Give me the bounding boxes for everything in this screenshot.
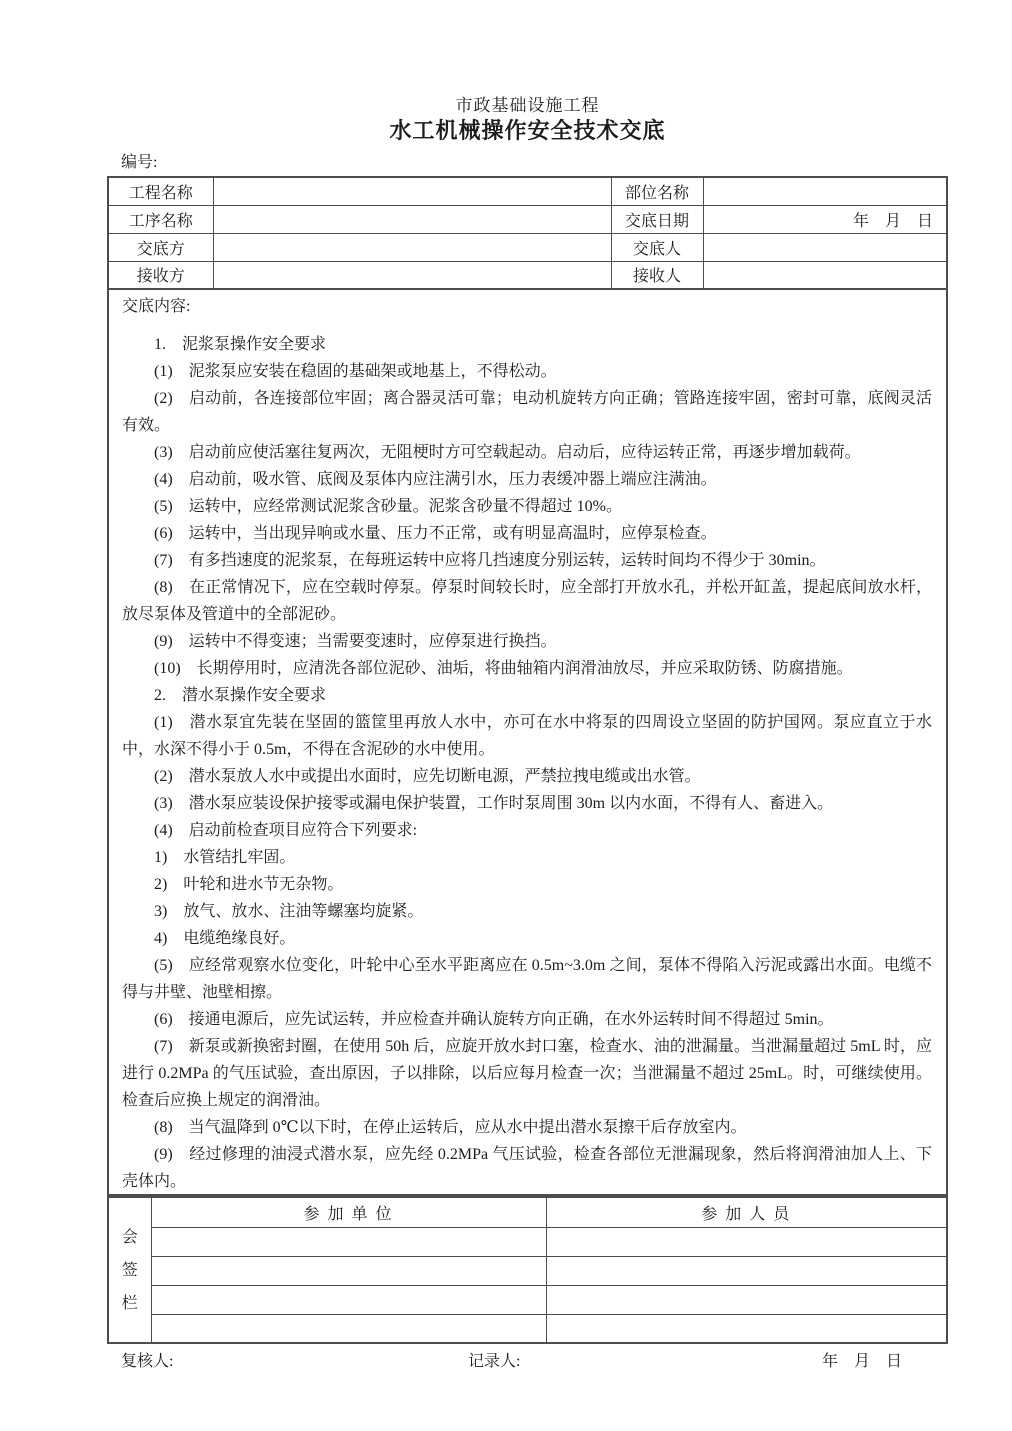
discloser-party-label: 交底方 (108, 233, 213, 261)
content-paragraph: 3) 放气、放水、注油等螺塞均旋紧。 (154, 903, 424, 920)
sign-person-cell (546, 1285, 947, 1314)
number-label: 编号: (121, 154, 158, 171)
participating-person-header: 参 加 人 员 (546, 1197, 947, 1227)
discloser-person-value (703, 233, 947, 261)
sign-unit-cell (151, 1227, 546, 1256)
content-paragraph: (8) 在正常情况下，应在空载时停泵。停泵时间较长时，应全部打开放水孔，并松开缸盖，提起底间放水杆，放尽泵体及管道中的全部泥砂。 (122, 579, 932, 623)
process-name-value (213, 205, 611, 233)
document-title: 市政基础设施工程 (455, 96, 600, 115)
sign-row (108, 1256, 947, 1285)
process-name-label: 工序名称 (108, 205, 213, 233)
project-name-value (213, 177, 611, 205)
content-paragraph: (7) 有多挡速度的泥浆泵，在每班运转中应将几挡速度分别运转，运转时间均不得少于 30min。 (154, 552, 826, 569)
receiver-person-label: 接收人 (611, 261, 703, 289)
participating-unit-header: 参 加 单 位 (151, 1197, 546, 1227)
content-paragraph: (2) 启动前，各连接部位牢固；离合器灵活可靠；电动机旋转方向正确；管路连接牢固，密封可靠，底阀灵活有效。 (122, 390, 932, 434)
sign-row (108, 1314, 947, 1343)
content-paragraph: 1) 水管结扎牢固。 (154, 849, 296, 866)
content-paragraph: (1) 潜水泵宜先装在坚固的篮筐里再放人水中，亦可在水中将泵的四周设立坚固的防护国网。泵应直立于水中，水深不得小于 0.5m，不得在含泥砂的水中使用。 (122, 714, 932, 758)
content-paragraph: (9) 运转中不得变速；当需要变速时，应停泵进行换挡。 (154, 633, 557, 650)
sign-unit-cell (151, 1256, 546, 1285)
receiver-person-value (703, 261, 947, 289)
footer-date-label: 年 月 日 (821, 1353, 902, 1370)
countersign-bar-cell (108, 1197, 151, 1343)
content-paragraph: (6) 运转中，当出现异响或水量、压力不正常，或有明显高温时，应停泵检查。 (154, 525, 717, 542)
content-paragraph: (10) 长期停用时，应清洗各部位泥砂、油垢，将曲轴箱内润滑油放尽，并应采取防锈、防腐措施。 (154, 660, 853, 677)
content-paragraph: (3) 潜水泵应装设保护接零或漏电保护装置，工作时泵周围 30m 以内水面，不得有人、畜进入。 (154, 795, 834, 812)
part-name-value (703, 177, 947, 205)
content-paragraph: (6) 接通电源后，应先试运转，并应检查并确认旋转方向正确，在水外运转时间不得超过 5min。 (154, 1011, 834, 1028)
content-label: 交底内容: (122, 298, 191, 315)
sign-row (108, 1285, 947, 1314)
content-paragraph: (7) 新泵或新换密封圈，在使用 50h 后，应旋开放水封口塞，检查水、油的泄漏量。当泄漏量超过 5mL 时，应进行 0.2MPa 的气压试验，查出原因，子以排除，以后应每月检查一次；当泄漏量不超过 25mL。时，可继续使用。检查后应换上规定的润滑油。 (122, 1038, 932, 1109)
sign-unit-cell (151, 1285, 546, 1314)
sign-row (108, 1227, 947, 1256)
content-paragraph: (4) 启动前检查项目应符合下列要求: (154, 822, 418, 839)
disclosure-date-value: 年 月 日 (703, 205, 947, 233)
document-subtitle: 水工机械操作安全技术交底 (389, 118, 666, 143)
sign-person-cell (546, 1314, 947, 1343)
info-table (107, 176, 948, 290)
document-sheet (107, 0, 948, 1431)
document-footer (107, 1350, 948, 1374)
content-paragraphs (122, 331, 932, 1195)
countersign-table (107, 1196, 948, 1344)
receiver-party-label: 接收方 (108, 261, 213, 289)
part-name-label: 部位名称 (611, 177, 703, 205)
info-row-process (108, 205, 947, 233)
content-paragraph: (3) 启动前应使活塞往复两次，无阻梗时方可空载起动。启动后，应待运转正常，再逐步增加载荷。 (154, 444, 861, 461)
content-paragraph: (4) 启动前，吸水管、底阀及泵体内应注满引水，压力表缓冲器上端应注满油。 (154, 471, 717, 488)
disclosure-content-box (107, 288, 948, 1196)
countersign-bar-label: 会签栏 (121, 1228, 138, 1312)
reviewer-label: 复核人: (121, 1353, 174, 1370)
info-row-discloser (108, 233, 947, 261)
discloser-party-value (213, 233, 611, 261)
content-paragraph: (1) 泥浆泵应安装在稳固的基础架或地基上，不得松动。 (154, 363, 557, 380)
content-paragraph: 2) 叶轮和进水节无杂物。 (154, 876, 344, 893)
sign-person-cell (546, 1227, 947, 1256)
sign-person-cell (546, 1256, 947, 1285)
content-paragraph: 2. 潜水泵操作安全要求 (154, 687, 327, 704)
disclosure-date-label: 交底日期 (611, 205, 703, 233)
recorder-label: 记录人: (468, 1353, 521, 1370)
project-name-label: 工程名称 (108, 177, 213, 205)
content-paragraph: (5) 运转中，应经常测试泥浆含砂量。泥浆含砂量不得超过 10%。 (154, 498, 622, 515)
content-paragraph: (2) 潜水泵放人水中或提出水面时，应先切断电源，严禁拉拽电缆或出水管。 (154, 768, 701, 785)
sign-header-row (108, 1197, 947, 1227)
info-row-project (108, 177, 947, 205)
info-row-receiver (108, 261, 947, 289)
content-paragraph: (5) 应经常观察水位变化，叶轮中心至水平距离应在 0.5m~3.0m 之间，泵体不得陷入污泥或露出水面。电缆不得与井壁、池壁相擦。 (122, 957, 932, 1001)
receiver-party-value (213, 261, 611, 289)
content-paragraph: (9) 经过修理的油浸式潜水泵，应先经 0.2MPa 气压试验，检查各部位无泄漏现象，然后将润滑油加人上、下壳体内。 (122, 1146, 932, 1190)
discloser-person-label: 交底人 (611, 233, 703, 261)
sign-unit-cell (151, 1314, 546, 1343)
content-paragraph: 1. 泥浆泵操作安全要求 (154, 336, 327, 353)
content-paragraph: (8) 当气温降到 0℃以下时，在停止运转后，应从水中提出潜水泵擦干后存放室内。 (154, 1119, 747, 1136)
content-paragraph: 4) 电缆绝缘良好。 (154, 930, 296, 947)
